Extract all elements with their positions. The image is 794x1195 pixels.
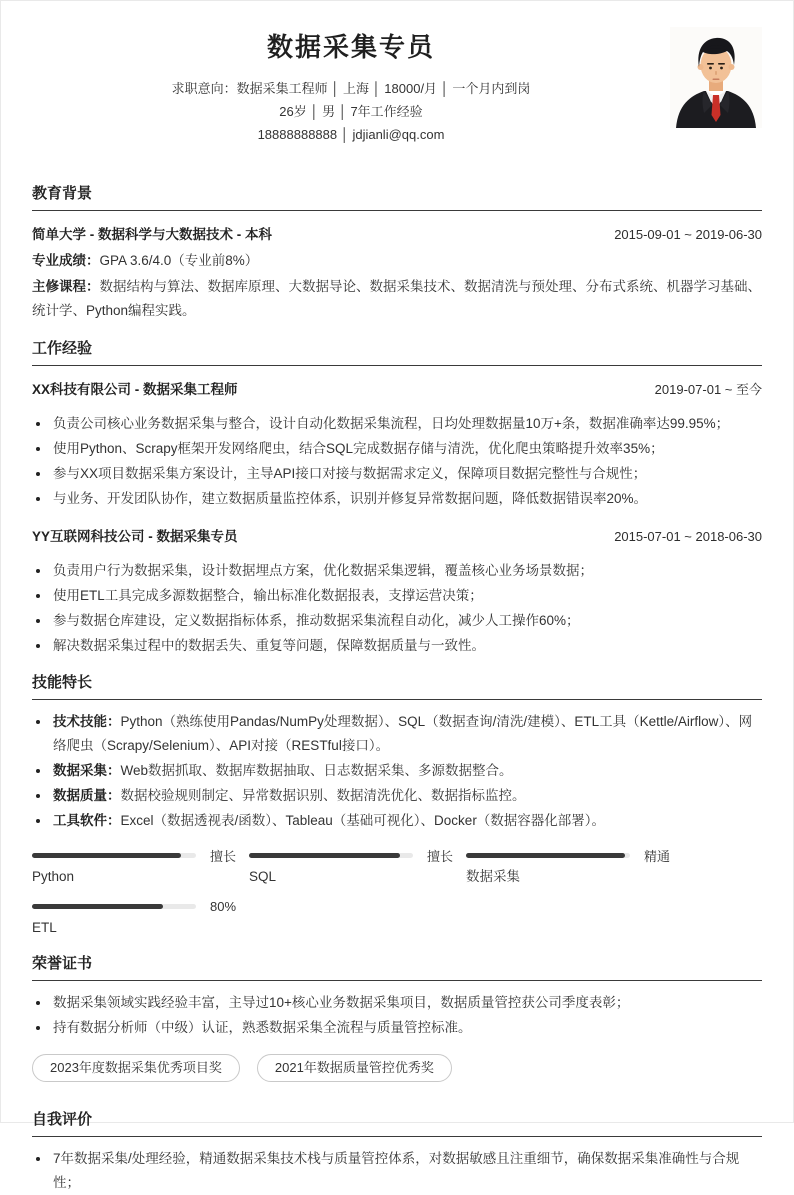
- skill-name: 数据采集: [466, 869, 520, 884]
- personal-info-line: 26岁 │ 男 │ 7年工作经验: [279, 104, 423, 119]
- job-bullet: 与业务、开发团队协作，建立数据质量监控体系，识别并修复异常数据问题，降低数据错误率20%。: [32, 487, 762, 511]
- section-education: [32, 184, 762, 323]
- skill-bullet: [32, 759, 762, 783]
- bullet-dot-icon: [36, 819, 40, 823]
- courses-line: [32, 275, 762, 323]
- section-experience: [32, 339, 762, 658]
- job-entry-row: [32, 378, 762, 402]
- skill-bar-fill: [32, 853, 181, 858]
- skill-text: 数据校验规则制定、异常数据识别、数据清洗优化、数据指标监控。: [120, 788, 526, 803]
- evaluation-bullet: 7年数据采集/处理经验，精通数据采集技术栈与质量管控体系，对数据敏感且注重细节，确保数据采集准确性与合规性；: [32, 1147, 762, 1195]
- job-bullet: 使用ETL工具完成多源数据整合，输出标准化数据报表，支撑运营决策；: [32, 584, 762, 608]
- skill-bar-track: [466, 853, 630, 858]
- job-bullet: 负责用户行为数据采集，设计数据埋点方案，优化数据采集逻辑，覆盖核心业务场景数据；: [32, 559, 762, 583]
- skill-bar-track: [249, 853, 413, 858]
- gpa-value: GPA 3.6/4.0（专业前8%）: [99, 253, 259, 268]
- honor-bullet: 数据采集领域实践经验丰富，主导过10+核心业务数据采集项目，数据质量管控获公司季度表彰；: [32, 991, 762, 1015]
- skill-bar-track: [32, 853, 196, 858]
- skill-bullet: [32, 784, 762, 808]
- bullet-dot-icon: [36, 1157, 40, 1161]
- evaluation-heading: 自我评价: [32, 1110, 762, 1137]
- skills-heading: 技能特长: [32, 673, 762, 700]
- skill-level-label: 擅长: [210, 848, 237, 864]
- skill-level-label: 擅长: [427, 848, 454, 864]
- job-date: 2015-07-01 ~ 2018-06-30: [614, 529, 762, 544]
- job-intention-line: 求职意向：数据采集工程师 │ 上海 │ 18000/月 │ 一个月内到岗: [171, 81, 531, 96]
- education-entry: [32, 223, 762, 247]
- skill-name: ETL: [32, 920, 57, 935]
- education-date: 2015-09-01 ~ 2019-06-30: [614, 227, 762, 242]
- bullet-dot-icon: [36, 497, 40, 501]
- skill-bar-track: [32, 904, 196, 909]
- resume-header: [32, 1, 762, 146]
- section-skills: [32, 673, 762, 936]
- skill-bar-sql: [249, 847, 466, 885]
- header-text-block: [32, 27, 670, 146]
- skill-label: 工具软件：: [53, 813, 121, 828]
- courses-label: 主修课程：: [32, 279, 100, 294]
- skill-level-label: 精通: [644, 848, 671, 864]
- skill-text: Python（熟练使用Pandas/NumPy处理数据）、SQL（数据查询/清洗/建模）、ETL工具（Kettle/Airflow）、网络爬虫（Scrapy/Selenium）、API对接（RESTful接口）。: [53, 714, 753, 753]
- bullet-dot-icon: [36, 720, 40, 724]
- job-bullet: 解决数据采集过程中的数据丢失、重复等问题，保障数据质量与一致性。: [32, 634, 762, 658]
- skill-text: Excel（数据透视表/函数）、Tableau（基础可视化）、Docker（数据容器化部署）。: [120, 813, 606, 828]
- profile-photo: [670, 27, 762, 128]
- honors-heading: 荣誉证书: [32, 954, 762, 981]
- bullet-dot-icon: [36, 1001, 40, 1005]
- skill-bar-fill: [32, 904, 163, 909]
- job-date: 2019-07-01 ~ 至今: [654, 382, 762, 397]
- skill-label: 技术技能：: [53, 714, 121, 729]
- bullet-dot-icon: [36, 1026, 40, 1030]
- contact-info-line: 18888888888 │ jdjianli@qq.com: [257, 127, 445, 142]
- company-title: YY互联网科技公司 - 数据采集专员: [32, 529, 238, 544]
- job-bullet: 参与XX项目数据采集方案设计，主导API接口对接与数据需求定义，保障项目数据完整性与合规性；: [32, 462, 762, 486]
- skill-level-label: 80%: [210, 898, 237, 914]
- bullet-dot-icon: [36, 472, 40, 476]
- skill-label: 数据采集：: [53, 763, 121, 778]
- school-name: 简单大学 - 数据科学与大数据技术 - 本科: [32, 227, 272, 242]
- skill-label: 数据质量：: [53, 788, 121, 803]
- skill-bar-fill: [466, 853, 625, 858]
- profile-photo-illustration: [670, 27, 762, 128]
- bullet-dot-icon: [36, 619, 40, 623]
- honor-bullet: 持有数据分析师（中级）认证，熟悉数据采集全流程与质量管控标准。: [32, 1016, 762, 1040]
- award-badge: 2021年数据质量管控优秀奖: [257, 1054, 452, 1082]
- skill-text: Web数据抓取、数据库数据抽取、日志数据采集、多源数据整合。: [120, 763, 513, 778]
- skill-bullet: [32, 809, 762, 833]
- skill-bar-etl: [32, 898, 249, 936]
- award-badge: 2023年度数据采集优秀项目奖: [32, 1054, 240, 1082]
- skill-name: SQL: [249, 869, 277, 884]
- skill-bar-data-collection: [466, 847, 683, 885]
- section-evaluation: [32, 1110, 762, 1195]
- skill-bullet: [32, 710, 762, 758]
- job-bullet: 使用Python、Scrapy框架开发网络爬虫，结合SQL完成数据存储与清洗，优化爬虫策略提升效率35%；: [32, 437, 762, 461]
- job-bullet: 参与数据仓库建设，定义数据指标体系，推动数据采集流程自动化，减少人工操作60%；: [32, 609, 762, 633]
- gpa-line: [32, 249, 762, 273]
- education-heading: 教育背景: [32, 184, 762, 211]
- company-title: XX科技有限公司 - 数据采集工程师: [32, 382, 238, 397]
- skill-bar-python: [32, 847, 249, 885]
- courses-value: 数据结构与算法、数据库原理、大数据导论、数据采集技术、数据清洗与预处理、分布式系统、机器学习基础、统计学、Python编程实践。: [32, 279, 761, 318]
- bullet-dot-icon: [36, 794, 40, 798]
- page-title: 数据采集专员: [266, 32, 435, 62]
- skill-bar-fill: [249, 853, 400, 858]
- bullet-dot-icon: [36, 644, 40, 648]
- job-bullet: 负责公司核心业务数据采集与整合，设计自动化数据采集流程，日均处理数据量10万+条，数据准确率达99.95%；: [32, 412, 762, 436]
- gpa-label: 专业成绩：: [32, 253, 100, 268]
- bullet-dot-icon: [36, 447, 40, 451]
- experience-heading: 工作经验: [32, 339, 762, 366]
- job-entry-row: [32, 525, 762, 549]
- bullet-dot-icon: [36, 422, 40, 426]
- bullet-dot-icon: [36, 594, 40, 598]
- award-badges: [32, 1054, 762, 1082]
- section-honors: [32, 954, 762, 1082]
- bullet-dot-icon: [36, 569, 40, 573]
- skill-name: Python: [32, 869, 75, 884]
- bullet-dot-icon: [36, 769, 40, 773]
- skill-bars: [32, 847, 762, 936]
